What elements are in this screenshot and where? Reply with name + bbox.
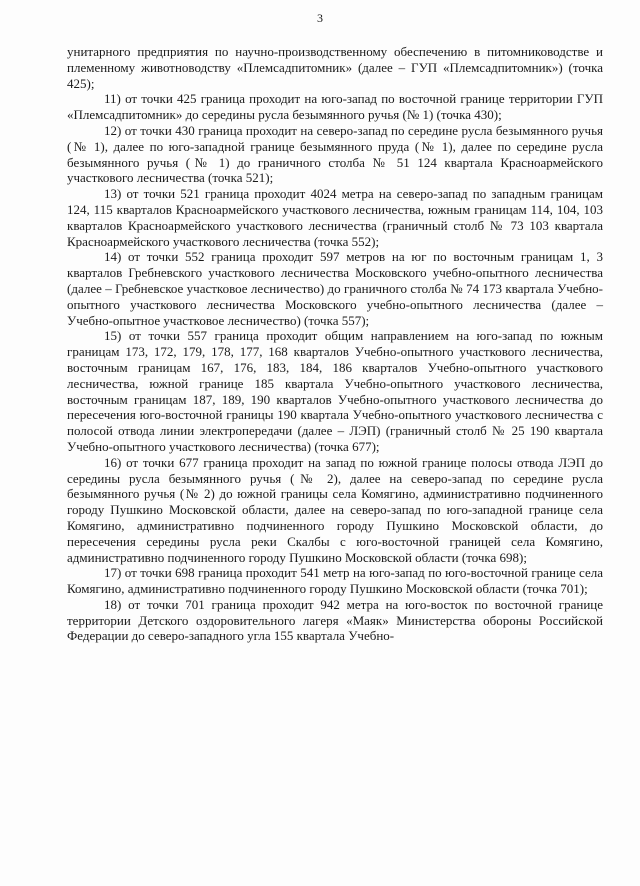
paragraph-item-18: 18) от точки 701 граница проходит 942 метра на юго-восток по восточной границе территории Детского оздоровительного лагеря «Маяк» Министерства обороны Российской Федерации до северо-западного угла 155 квартала Учебно- — [67, 596, 603, 644]
paragraph-item-16: 16) от точки 677 граница проходит на запад по южной границе полосы отвода ЛЭП до середины русла безымянного ручья (№ 2), далее на северо-запад по середине русла безымянного ручья (№ 2) до южной границы села Комягино, административно подчиненного городу Пушкино Московской области, далее на северо-запад по юго-западной границе села Комягино, административно подчиненного городу Пушкино Московской области, до пересечения середины русла реки Скалбы с юго-восточной границей села Комягино, административно подчиненного городу Пушкино Московской области (точка 698); — [67, 454, 603, 565]
paragraph-continuation: унитарного предприятия по научно-производственному обеспечению в питомниководстве и племенному животноводству «Племсадпитомник» (далее – ГУП «Племсадпитомник») (точка 425); — [67, 44, 603, 91]
page-number: 3 — [317, 11, 323, 25]
paragraph-item-15: 15) от точки 557 граница проходит общим направлением на юго-запад по южным границам 173, 172, 179, 178, 177, 168 кварталов Учебно-опытного участкового лесничества, восточным границам 167, 176, 183, 184, 186 кварталов Учебно-опытного участкового лесничества, южной границе 185 квартала Учебно-опытного участкового лесничества, восточным границам 187, 189, 190 кварталов Учебно-опытного участкового лесничества до пересечения юго-восточной границы 190 квартала Учебно-опытного участкового лесничества с полосой отвода линии электропередачи (далее – ЛЭП) (граничный столб № 25 190 квартала Учебно-опытного участкового лесничества) (точка 677); — [67, 328, 603, 454]
paragraph-item-13: 13) от точки 521 граница проходит 4024 метра на северо-запад по западным границам 124, 115 кварталов Красноармейского участкового лесничества, южным границам 114, 104, 103 кварталов Красноармейского участкового лесничества (граничный столб № 73 103 квартала Красноармейского участкового лесничества (точка 552); — [67, 186, 603, 249]
paragraph-item-14: 14) от точки 552 граница проходит 597 метров на юг по восточным границам 1, 3 кварталов Гребневского участкового лесничества Московского учебно-опытного лесничества (далее – Гребневское участковое лесничество) до граничного столба № 74 173 квартала Учебно-опытного участкового лесничества Московского учебно-опытного лесничества (далее – Учебно-опытное участковое лесничество) (точка 557); — [67, 249, 603, 328]
paragraph-item-17: 17) от точки 698 граница проходит 541 метр на юго-запад по юго-восточной границе села Комягино, административно подчиненного городу Пушкино Московской области (точка 701); — [67, 565, 603, 597]
document-body — [67, 44, 603, 644]
paragraph-item-12: 12) от точки 430 граница проходит на северо-запад по середине русла безымянного ручья (№ 1), далее по юго-западной границе безымянного пруда (№ 1), далее по середине русла безымянного ручья (№ 1) до граничного столба № 51 124 квартала Красноармейского участкового лесничества (точка 521); — [67, 122, 603, 186]
paragraph-item-11: 11) от точки 425 граница проходит на юго-запад по восточной границе территории ГУП «Племсадпитомник» до середины русла безымянного ручья (№ 1) (точка 430); — [67, 91, 603, 123]
